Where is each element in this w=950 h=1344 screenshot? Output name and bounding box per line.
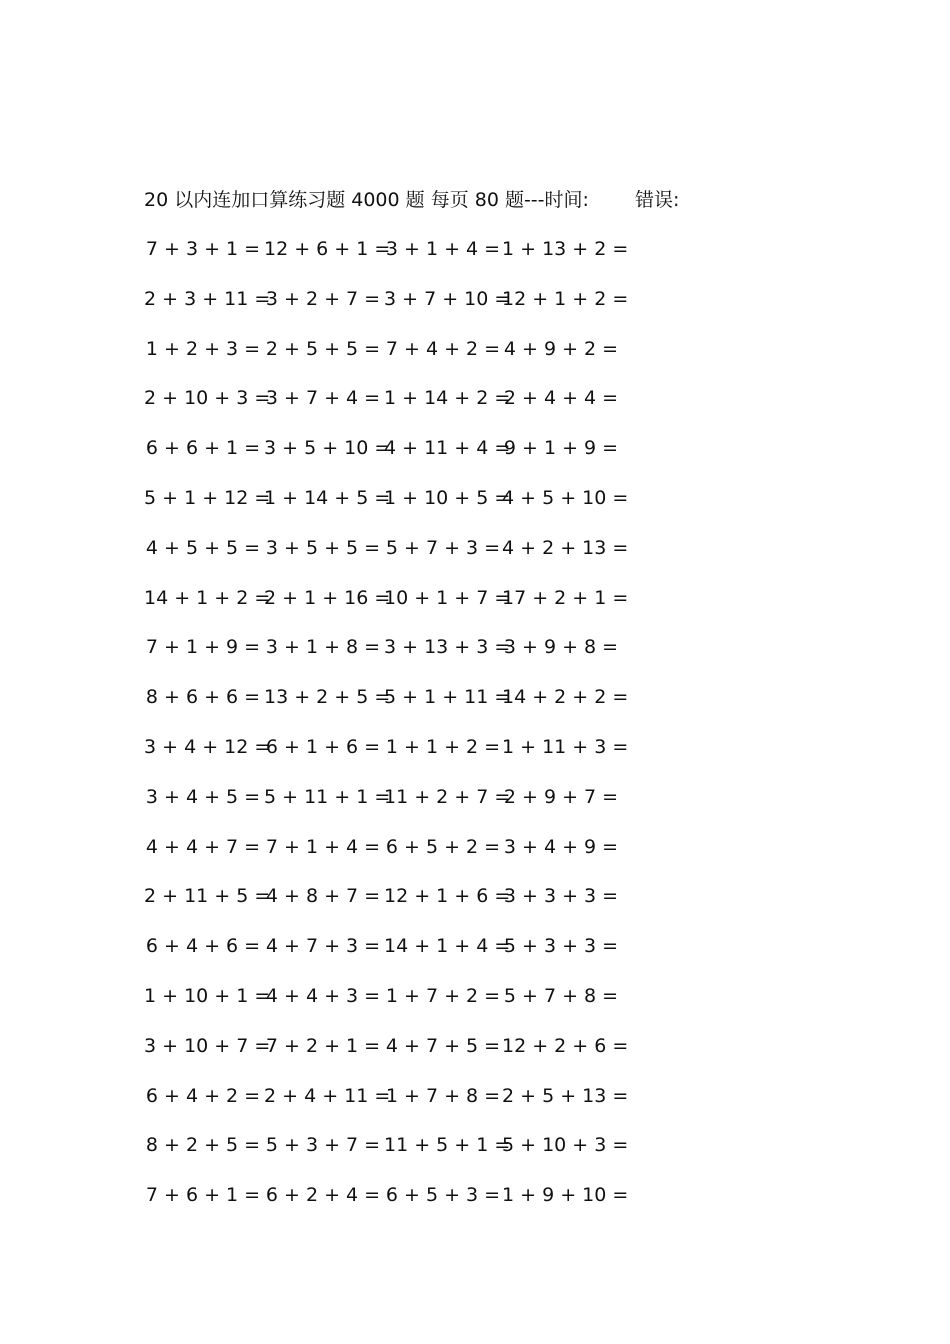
problem-row bbox=[144, 285, 644, 335]
problem-item: 4 + 7 + 3 = bbox=[265, 935, 381, 958]
problem-item: 2 + 4 + 4 = bbox=[503, 387, 619, 410]
problem-item: 1 + 13 + 2 = bbox=[502, 238, 629, 260]
problem-item: 4 + 8 + 7 = bbox=[265, 885, 381, 908]
problem-item: 6 + 1 + 6 = bbox=[265, 735, 381, 758]
problem-item: 4 + 11 + 4 = bbox=[384, 437, 511, 460]
problem-item: 2 + 10 + 3 = bbox=[144, 387, 271, 410]
problem-item: 1 + 10 + 5 = bbox=[384, 486, 511, 509]
problem-item: 1 + 1 + 2 = bbox=[385, 735, 501, 758]
problem-item: 10 + 1 + 7 = bbox=[384, 586, 511, 609]
problem-item: 11 + 2 + 7 = bbox=[384, 785, 511, 808]
problem-row bbox=[144, 1082, 644, 1132]
problem-item: 8 + 2 + 5 = bbox=[145, 1134, 261, 1157]
problem-item: 3 + 1 + 8 = bbox=[265, 636, 381, 659]
problem-item: 14 + 1 + 2 = bbox=[144, 586, 271, 609]
problem-item: 3 + 7 + 10 = bbox=[384, 287, 511, 310]
problem-item: 6 + 4 + 6 = bbox=[145, 935, 261, 958]
problem-item: 1 + 2 + 3 = bbox=[145, 337, 261, 360]
problem-row bbox=[144, 335, 644, 385]
problem-row bbox=[144, 882, 644, 932]
problem-item: 8 + 6 + 6 = bbox=[145, 686, 261, 709]
problem-row bbox=[144, 384, 644, 434]
problem-item: 7 + 1 + 9 = bbox=[145, 636, 261, 659]
problem-item: 1 + 7 + 2 = bbox=[385, 984, 501, 1007]
problem-row bbox=[144, 982, 644, 1032]
problem-item: 4 + 5 + 5 = bbox=[145, 536, 261, 559]
problem-item: 2 + 5 + 13 = bbox=[502, 1084, 629, 1107]
problem-item: 14 + 2 + 2 = bbox=[502, 686, 629, 709]
problem-item: 4 + 9 + 2 = bbox=[503, 337, 619, 360]
problem-item: 3 + 4 + 5 = bbox=[145, 785, 261, 808]
problem-item: 1 + 11 + 3 = bbox=[502, 735, 629, 758]
problem-row bbox=[144, 833, 644, 883]
problem-row bbox=[144, 434, 644, 484]
problem-row bbox=[144, 1032, 644, 1082]
problem-item: 7 + 1 + 4 = bbox=[265, 835, 381, 858]
problem-row bbox=[144, 484, 644, 534]
problem-item: 6 + 5 + 3 = bbox=[385, 1184, 501, 1207]
problem-row bbox=[144, 932, 644, 982]
problem-item: 3 + 5 + 5 = bbox=[265, 536, 381, 559]
problem-item: 1 + 14 + 5 = bbox=[264, 486, 391, 509]
problem-item: 2 + 9 + 7 = bbox=[503, 785, 619, 808]
problem-item: 12 + 6 + 1 = bbox=[264, 238, 391, 260]
problem-grid bbox=[144, 235, 644, 1231]
problem-item: 7 + 2 + 1 = bbox=[265, 1034, 381, 1057]
problem-item: 4 + 5 + 10 = bbox=[502, 486, 629, 509]
problem-item: 5 + 1 + 12 = bbox=[144, 486, 271, 509]
problem-item: 5 + 11 + 1 = bbox=[264, 785, 391, 808]
problem-item: 1 + 14 + 2 = bbox=[384, 387, 511, 410]
problem-item: 5 + 10 + 3 = bbox=[502, 1134, 629, 1157]
problem-item: 14 + 1 + 4 = bbox=[384, 935, 511, 958]
problem-item: 12 + 1 + 2 = bbox=[502, 287, 629, 310]
problem-item: 3 + 5 + 10 = bbox=[264, 437, 391, 460]
error-count-label: 错误: bbox=[634, 189, 680, 211]
problem-item: 4 + 2 + 13 = bbox=[502, 536, 629, 559]
problem-item: 13 + 2 + 5 = bbox=[264, 686, 391, 709]
problem-item: 3 + 2 + 7 = bbox=[265, 287, 381, 310]
problem-item: 4 + 7 + 5 = bbox=[385, 1034, 501, 1057]
problem-item: 17 + 2 + 1 = bbox=[502, 586, 629, 609]
problem-item: 1 + 7 + 8 = bbox=[385, 1084, 501, 1107]
problem-item: 5 + 7 + 3 = bbox=[385, 536, 501, 559]
problem-item: 5 + 3 + 3 = bbox=[503, 935, 619, 958]
problem-item: 7 + 4 + 2 = bbox=[385, 337, 501, 360]
problem-item: 2 + 5 + 5 = bbox=[265, 337, 381, 360]
problem-item: 3 + 13 + 3 = bbox=[384, 636, 511, 659]
problem-item: 5 + 3 + 7 = bbox=[265, 1134, 381, 1157]
problem-item: 1 + 10 + 1 = bbox=[144, 984, 271, 1007]
problem-item: 3 + 7 + 4 = bbox=[265, 387, 381, 410]
worksheet-header bbox=[144, 186, 679, 214]
problem-item: 3 + 10 + 7 = bbox=[144, 1034, 271, 1057]
problem-item: 4 + 4 + 7 = bbox=[145, 835, 261, 858]
problem-item: 7 + 3 + 1 = bbox=[145, 238, 261, 260]
problem-item: 5 + 7 + 8 = bbox=[503, 984, 619, 1007]
problem-row bbox=[144, 1131, 644, 1181]
problem-row bbox=[144, 1181, 644, 1231]
problem-item: 2 + 11 + 5 = bbox=[144, 885, 271, 908]
problem-item: 6 + 4 + 2 = bbox=[145, 1084, 261, 1107]
problem-item: 7 + 6 + 1 = bbox=[145, 1184, 261, 1207]
problem-item: 1 + 9 + 10 = bbox=[502, 1184, 629, 1207]
worksheet-title: 20 以内连加口算练习题 4000 题 每页 80 题---时间: bbox=[144, 189, 589, 211]
problem-row bbox=[144, 683, 644, 733]
problem-item: 12 + 2 + 6 = bbox=[502, 1034, 629, 1057]
problem-item: 3 + 3 + 3 = bbox=[503, 885, 619, 908]
problem-item: 6 + 5 + 2 = bbox=[385, 835, 501, 858]
problem-row bbox=[144, 783, 644, 833]
problem-item: 9 + 1 + 9 = bbox=[503, 437, 619, 460]
problem-row bbox=[144, 733, 644, 783]
problem-row bbox=[144, 235, 644, 285]
problem-item: 3 + 4 + 12 = bbox=[144, 735, 271, 758]
problem-row bbox=[144, 584, 644, 634]
problem-item: 3 + 1 + 4 = bbox=[385, 238, 501, 260]
problem-item: 3 + 4 + 9 = bbox=[503, 835, 619, 858]
problem-item: 6 + 6 + 1 = bbox=[145, 437, 261, 460]
problem-item: 4 + 4 + 3 = bbox=[265, 984, 381, 1007]
problem-item: 11 + 5 + 1 = bbox=[384, 1134, 511, 1157]
problem-item: 6 + 2 + 4 = bbox=[265, 1184, 381, 1207]
problem-row bbox=[144, 633, 644, 683]
problem-item: 5 + 1 + 11 = bbox=[384, 686, 511, 709]
problem-row bbox=[144, 534, 644, 584]
problem-item: 2 + 3 + 11 = bbox=[144, 287, 271, 310]
problem-item: 12 + 1 + 6 = bbox=[384, 885, 511, 908]
problem-item: 3 + 9 + 8 = bbox=[503, 636, 619, 659]
problem-item: 2 + 1 + 16 = bbox=[264, 586, 391, 609]
problem-item: 2 + 4 + 11 = bbox=[264, 1084, 391, 1107]
